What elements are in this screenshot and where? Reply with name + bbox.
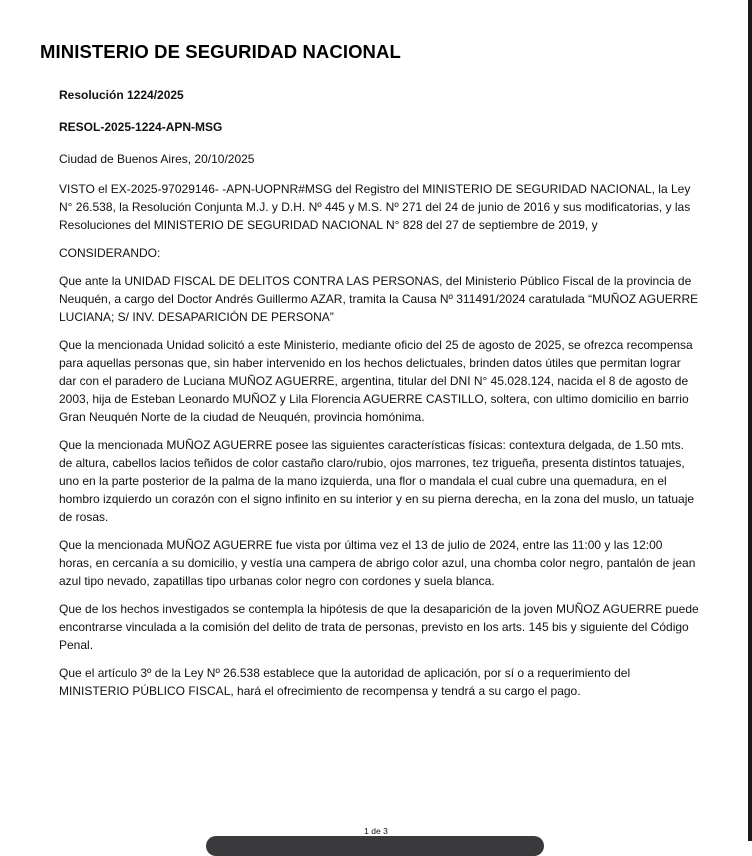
document-body <box>59 86 699 710</box>
paragraph: Que el artículo 3º de la Ley Nº 26.538 establece que la autoridad de aplicación, por sí o a requerimiento del MINISTERIO PÚBLICO FISCAL, hará el ofrecimiento de recompensa y tendrá a su cargo el pago. <box>59 666 631 698</box>
page-indicator: 1 de 3 <box>364 826 388 836</box>
paragraph: Que la mencionada Unidad solicitó a este Ministerio, mediante oficio del 25 de agosto de 2025, se ofrezca recompensa para aquellas personas que, sin haber intervenido en los hechos delictuales, brinden datos útiles que permitan lograr dar con el paradero de Luciana MUÑOZ AGUERRE, argentina, titular del DNI N° 45.028.124, nacida el 8 de agosto de 2003, hija de Esteban Leonardo MUÑOZ y Lila Florencia AGUERRE CASTILLO, soltera, con ultimo domicilio en barrio Gran Neuquén Norte de la ciudad de Neuquén, provincia homónima. <box>59 338 693 424</box>
ministry-heading: MINISTERIO DE SEGURIDAD NACIONAL <box>40 41 401 62</box>
resolution-number: Resolución 1224/2025 <box>59 88 184 102</box>
paragraph: Que la mencionada MUÑOZ AGUERRE posee las siguientes características físicas: contextura delgada, de 1.50 mts. de altura, cabellos lacios teñidos de color castaño claro/rubio, ojos marrones, tez trigueña, presenta distintos tatuajes, uno en la parte posterior de la palma de la mano izquierda, una flor o mandala el cual cubre una quemadura, en el hombro izquierdo un corazón con el signo infinito en su interior y en su pierna derecha, en la zona del muslo, un tatuaje de rosas. <box>59 438 695 524</box>
paragraph: Que de los hechos investigados se contempla la hipótesis de que la desaparición de la joven MUÑOZ AGUERRE puede encontrarse vinculada a la comisión del delito de trata de personas, previsto en los arts. 145 bis y siguiente del Código Penal. <box>59 602 699 652</box>
resolution-code: RESOL-2025-1224-APN-MSG <box>59 120 223 134</box>
paragraph: Que la mencionada MUÑOZ AGUERRE fue vista por última vez el 13 de julio de 2024, entre las 11:00 y las 12:00 horas, en cercanía a su domicilio, y vestía una campera de abrigo color azul, una chomba color negro, pantalón de jean azul tipo nevado, zapatillas tipo urbanas color negro con cordones y suela blanca. <box>59 538 696 588</box>
viewer-toolbar[interactable] <box>206 836 544 856</box>
paragraph: Que ante la UNIDAD FISCAL DE DELITOS CONTRA LAS PERSONAS, del Ministerio Público Fiscal de la provincia de Neuquén, a cargo del Doctor Andrés Guillermo AZAR, tramita la Causa Nº 311491/2024 caratulada “MUÑOZ AGUERRE LUCIANA; S/ INV. DESAPARICIÓN DE PERSONA” <box>59 274 699 324</box>
considerando-heading: CONSIDERANDO: <box>59 246 161 260</box>
visto-paragraph: VISTO el EX-2025-97029146- -APN-UOPNR#MSG del Registro del MINISTERIO DE SEGURIDAD NACIONAL, la Ley N° 26.538, la Resolución Conjunta M.J. y D.H. Nº 445 y M.S. Nº 271 del 24 de junio de 2016 y sus modificatorias, y las Resoluciones del MINISTERIO DE SEGURIDAD NACIONAL N° 828 del 27 de septiembre de 2019, y <box>59 182 691 232</box>
page-edge <box>748 0 752 841</box>
place-date: Ciudad de Buenos Aires, 20/10/2025 <box>59 152 255 166</box>
